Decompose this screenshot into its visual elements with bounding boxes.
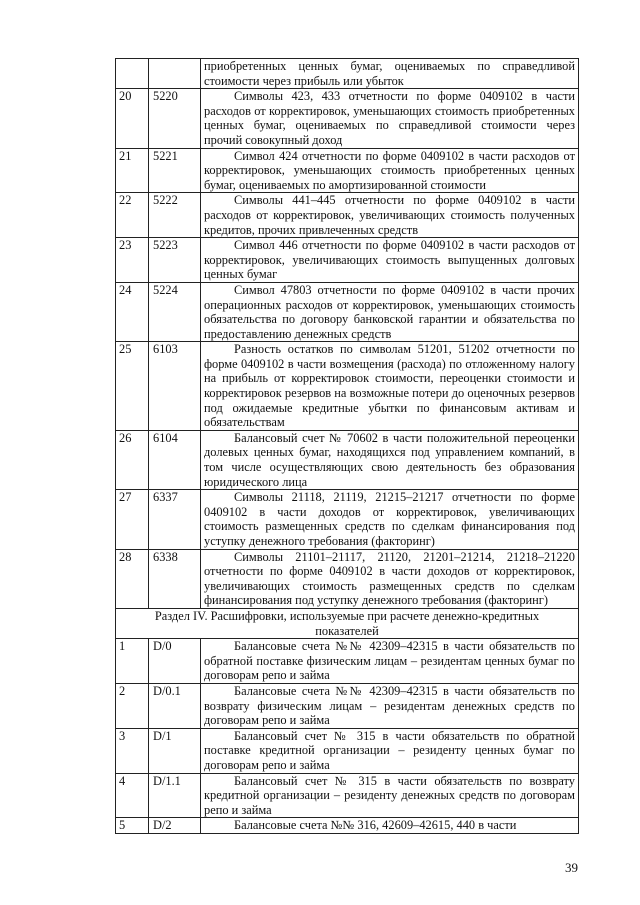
section-heading-body [116,608,579,638]
table-row [116,282,579,341]
row-code: 5221 [149,148,201,193]
row-description-text: Балансовый счет № 315 в части обязательств по обратной поставке кредитной организации – резиденту ценных бумаг по договорам репо и займа [204,728,575,772]
table-row [116,818,579,834]
row-code: D/0.1 [149,683,201,728]
table-row [116,342,579,431]
row-description [201,773,579,818]
row-number [116,59,149,89]
row-code: 5222 [149,193,201,238]
table-body-section-iv [116,639,579,834]
row-description-text: Балансовые счета №№ 42309–42315 в части обязательств по обратной поставке физическим лицам – резидентам ценных бумаг по договорам репо и займа [204,639,575,683]
row-code: 6337 [149,490,201,549]
row-code: D/2 [149,818,201,834]
section-heading: Раздел IV. Расшифровки, используемые при расчете денежно-кредитных показателей [116,608,579,638]
table-row [116,549,579,608]
table-row [116,148,579,193]
row-code: D/0 [149,639,201,684]
table-row [116,639,579,684]
table-row [116,490,579,549]
row-description [201,148,579,193]
row-description-text: Символы 21101–21117, 21120, 21201–21214, 21218–21220 отчетности по форме 0409102 в части доходов от корректировок, увеличивающих стоимость размещенных средств по сделкам финансирования под уступку денежного требования (факторинг) [204,549,575,608]
row-code: 6338 [149,549,201,608]
row-description [201,549,579,608]
row-description [201,238,579,283]
document-table [115,58,579,834]
row-number: 24 [116,282,149,341]
row-description [201,59,579,89]
row-number: 4 [116,773,149,818]
row-description-text: Символ 47803 отчетности по форме 0409102 в части прочих операционных расходов от корректировок, уменьшающих стоимость обязательства по договору банковской гарантии и обязательства по предоставлению денежных средств [204,282,575,341]
table-row [116,238,579,283]
row-description [201,430,579,489]
row-description [201,490,579,549]
row-number: 28 [116,549,149,608]
row-description [201,818,579,834]
row-description [201,683,579,728]
table-row [116,430,579,489]
row-description-text: Разность остатков по символам 51201, 51202 отчетности по форме 0409102 в части возмещения (расхода) по отложенному налогу на прибыль от корректировок стоимости, переоценки стоимости и корректировок резервов на возможные потери до оценочных резервов под ожидаемые кредитные убытки по финансовым активам и обязательствам [204,342,575,430]
table-row [116,89,579,148]
row-code: 5220 [149,89,201,148]
row-number: 5 [116,818,149,834]
row-code: 5223 [149,238,201,283]
row-description-text: приобретенных ценных бумаг, оцениваемых по справедливой стоимости через прибыль или убыток [204,59,575,88]
table-row [116,773,579,818]
row-code: D/1.1 [149,773,201,818]
table-row [116,59,579,89]
row-number: 3 [116,728,149,773]
row-code: 6103 [149,342,201,431]
row-number: 1 [116,639,149,684]
row-code: 6104 [149,430,201,489]
table-row [116,193,579,238]
row-description-text: Символ 424 отчетности по форме 0409102 в части расходов от корректировок, уменьшающих стоимость приобретенных ценных бумаг, оцениваемых по амортизированной стоимости [204,148,575,192]
row-description-text: Балансовые счета №№ 316, 42609–42615, 440 в части [234,818,517,833]
row-description-text: Балансовый счет № 315 в части обязательств по возврату кредитной организации – резиденту денежных средств по договорам репо и займа [204,773,575,817]
row-number: 22 [116,193,149,238]
row-number: 2 [116,683,149,728]
row-number: 27 [116,490,149,549]
page-number: 39 [565,860,578,875]
row-description [201,342,579,431]
row-description-text: Балансовый счет № 70602 в части положительной переоценки долевых ценных бумаг, находящихся под управлением компаний, в том числе осуществляющих свою деятельность без образования юридического лица [204,430,575,489]
row-description-text: Символы 423, 433 отчетности по форме 0409102 в части расходов от корректировок, уменьшающих стоимость приобретенных ценных бумаг, оцениваемых по справедливой стоимости через прочий совокупный доход [204,89,575,147]
row-description-text: Балансовые счета №№ 42309–42315 в части обязательств по возврату физическим лицам – резидентам денежных средств по договорам репо и займа [204,683,575,728]
row-description [201,639,579,684]
row-description [201,89,579,148]
row-number: 25 [116,342,149,431]
row-number: 20 [116,89,149,148]
row-description [201,282,579,341]
table-row [116,683,579,728]
row-code: D/1 [149,728,201,773]
table-body-section-iii [116,59,579,609]
row-description [201,193,579,238]
row-code [149,59,201,89]
row-description-text: Символы 21118, 21119, 21215–21217 отчетности по форме 0409102 в части доходов от корректировок, увеличивающих стоимость размещенных средств по сделкам финансирования под уступку денежного требования (факторинг) [204,490,575,548]
row-number: 23 [116,238,149,283]
row-number: 26 [116,430,149,489]
row-description [201,728,579,773]
row-number: 21 [116,148,149,193]
section-heading-row [116,608,579,638]
table-row [116,728,579,773]
row-description-text: Символ 446 отчетности по форме 0409102 в части расходов от корректировок, увеличивающих стоимость выпущенных долговых ценных бумаг [204,238,575,282]
row-code: 5224 [149,282,201,341]
row-description-text: Символы 441–445 отчетности по форме 0409102 в части расходов от корректировок, увеличивающих стоимость полученных кредитов, прочих привлеченных средств [204,193,575,237]
